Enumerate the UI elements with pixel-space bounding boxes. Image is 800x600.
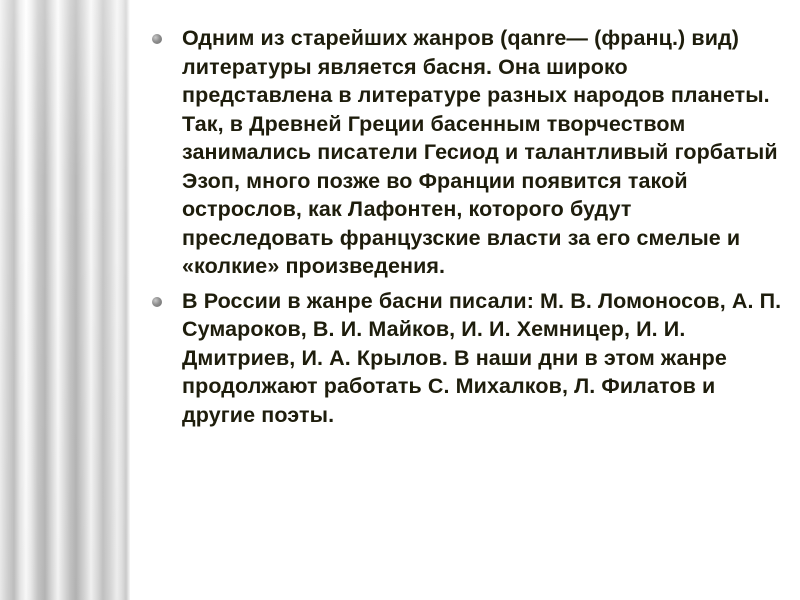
curtain-decoration <box>0 0 130 600</box>
list-item <box>150 287 782 430</box>
bullet-icon <box>152 34 162 44</box>
bullet-list <box>150 24 782 429</box>
paragraph-fable-history: Одним из старейших жанров (qanre— (франц.) вид) литературы является басня. Она широко представлена в литературе разных народов планеты. Так, в Древней Греции басенным творчеством занимались писатели Гесиод и талантливый горбатый Эзоп, много позже во Франции появится такой острослов, как Лафонтен, которого будут преследовать французские власти за его смелые и «колкие» произведения. <box>182 26 778 278</box>
bullet-icon <box>152 297 162 307</box>
list-item <box>150 24 782 281</box>
paragraph-russian-fabulists: В России в жанре басни писали: М. В. Ломоносов, А. П. Сумароков, В. И. Майков, И. И. Хемницер, И. И. Дмитриев, И. А. Крылов. В наши дни в этом жанре продолжают работать С. Михалков, Л. Филатов и другие поэты. <box>182 288 782 427</box>
slide-body <box>150 24 782 435</box>
